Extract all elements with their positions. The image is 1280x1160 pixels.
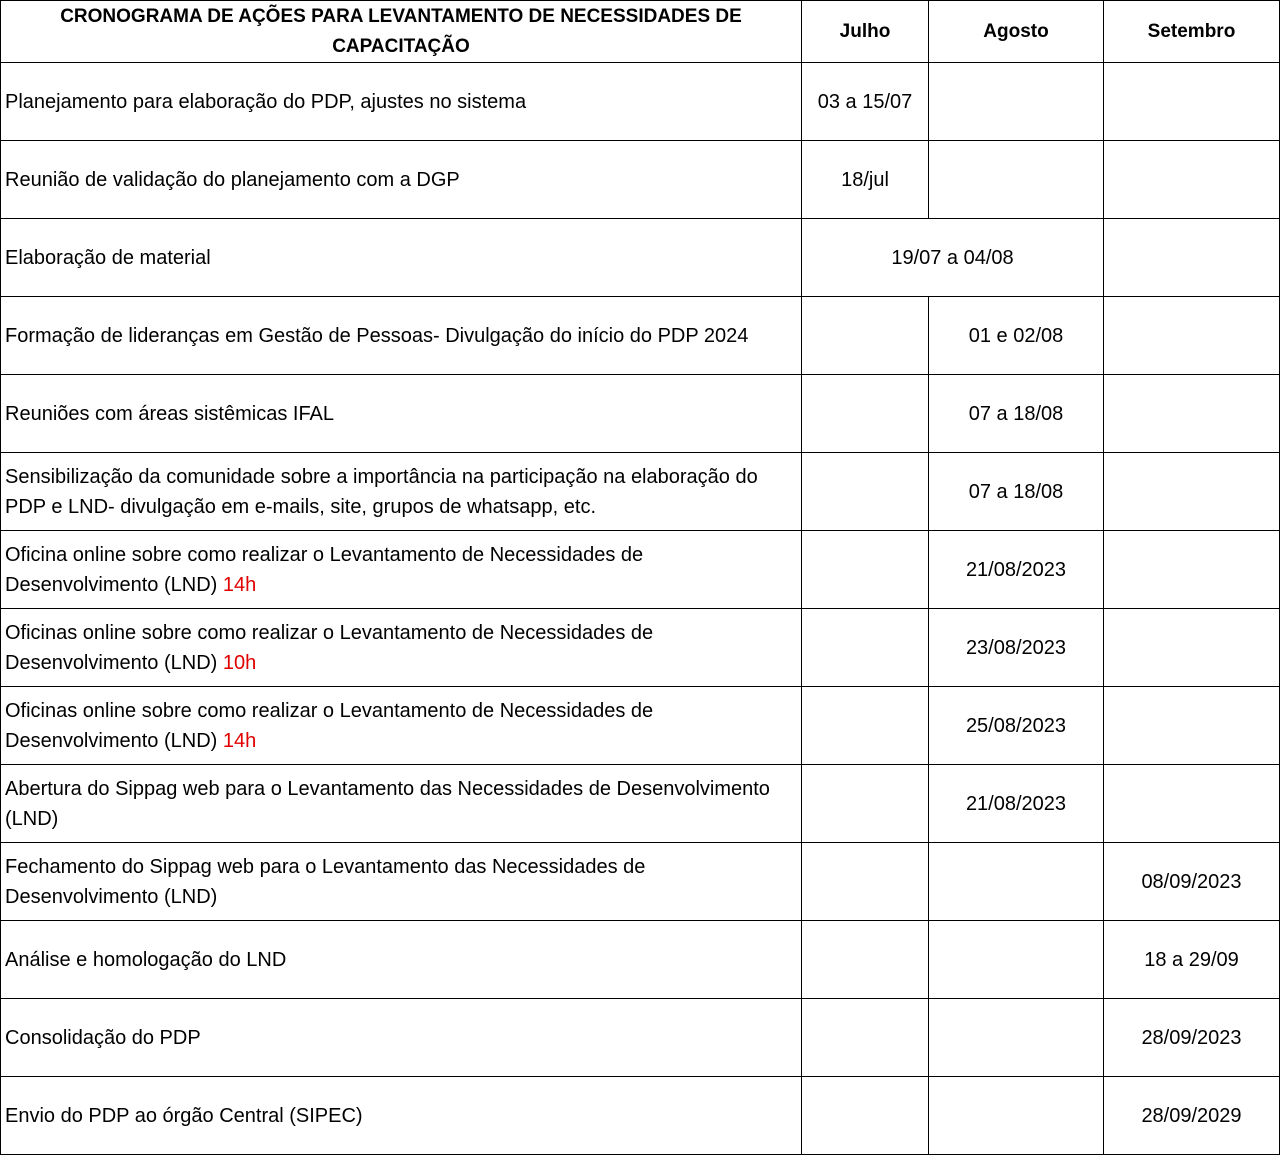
empty-cell (802, 843, 929, 921)
activity-cell (1, 687, 802, 765)
table-row (1, 63, 1280, 141)
table-row (1, 843, 1280, 921)
activity-cell: Sensibilização da comunidade sobre a importância na participação na elaboração do PDP e LND- divulgação em e-mails, site, grupos de whatsapp, etc. (1, 453, 802, 531)
empty-cell (1104, 141, 1280, 219)
time-highlight: 14h (222, 729, 257, 752)
empty-cell (1104, 531, 1280, 609)
empty-cell (1104, 687, 1280, 765)
table-row (1, 531, 1280, 609)
date-cell: 28/09/2023 (1104, 999, 1280, 1077)
empty-cell (802, 1077, 929, 1155)
activity-cell: Elaboração de material (1, 219, 802, 297)
empty-cell (802, 531, 929, 609)
empty-cell (929, 1077, 1104, 1155)
activity-cell: Consolidação do PDP (1, 999, 802, 1077)
time-highlight: 10h (222, 651, 257, 674)
activity-cell: Abertura do Sippag web para o Levantamento das Necessidades de Desenvolvimento (LND) (1, 765, 802, 843)
empty-cell (1104, 609, 1280, 687)
empty-cell (929, 999, 1104, 1077)
date-cell: 08/09/2023 (1104, 843, 1280, 921)
table-row (1, 999, 1280, 1077)
date-cell: 25/08/2023 (929, 687, 1104, 765)
activity-cell: Formação de lideranças em Gestão de Pessoas- Divulgação do início do PDP 2024 (1, 297, 802, 375)
empty-cell (1104, 453, 1280, 531)
activity-cell: Reuniões com áreas sistêmicas IFAL (1, 375, 802, 453)
date-cell: 07 a 18/08 (929, 453, 1104, 531)
date-cell: 01 e 02/08 (929, 297, 1104, 375)
empty-cell (1104, 375, 1280, 453)
date-cell: 07 a 18/08 (929, 375, 1104, 453)
empty-cell (929, 63, 1104, 141)
table-row (1, 219, 1280, 297)
activity-text: Oficinas online sobre como realizar o Levantamento de Necessidades de Desenvolvimento (LND) (5, 699, 654, 752)
table-row (1, 297, 1280, 375)
date-cell: 18 a 29/09 (1104, 921, 1280, 999)
header-row (1, 1, 1280, 63)
empty-cell (802, 375, 929, 453)
empty-cell (802, 687, 929, 765)
empty-cell (1104, 297, 1280, 375)
activity-cell: Análise e homologação do LND (1, 921, 802, 999)
activity-cell: Envio do PDP ao órgão Central (SIPEC) (1, 1077, 802, 1155)
time-highlight: 14h (222, 573, 257, 596)
date-cell: 21/08/2023 (929, 765, 1104, 843)
date-cell: 23/08/2023 (929, 609, 1104, 687)
table-row (1, 921, 1280, 999)
table-title: CRONOGRAMA DE AÇÕES PARA LEVANTAMENTO DE NECESSIDADES DE CAPACITAÇÃO (1, 1, 802, 63)
month-header-setembro: Setembro (1104, 1, 1280, 63)
date-cell: 28/09/2029 (1104, 1077, 1280, 1155)
date-cell: 19/07 a 04/08 (802, 219, 1104, 297)
date-cell: 18/jul (802, 141, 929, 219)
activity-text: Oficinas online sobre como realizar o Levantamento de Necessidades de Desenvolvimento (LND) (5, 621, 654, 674)
empty-cell (802, 609, 929, 687)
activity-cell (1, 531, 802, 609)
empty-cell (1104, 219, 1280, 297)
activity-cell: Reunião de validação do planejamento com a DGP (1, 141, 802, 219)
activity-cell: Planejamento para elaboração do PDP, ajustes no sistema (1, 63, 802, 141)
empty-cell (802, 921, 929, 999)
table-row (1, 687, 1280, 765)
empty-cell (802, 297, 929, 375)
table-row (1, 609, 1280, 687)
date-cell: 03 a 15/07 (802, 63, 929, 141)
table-row (1, 141, 1280, 219)
empty-cell (802, 999, 929, 1077)
empty-cell (1104, 765, 1280, 843)
empty-cell (929, 843, 1104, 921)
table-row (1, 1077, 1280, 1155)
table-row (1, 453, 1280, 531)
date-cell: 21/08/2023 (929, 531, 1104, 609)
activity-cell: Fechamento do Sippag web para o Levantamento das Necessidades de Desenvolvimento (LND) (1, 843, 802, 921)
empty-cell (929, 921, 1104, 999)
table-row (1, 765, 1280, 843)
table-row (1, 375, 1280, 453)
empty-cell (802, 765, 929, 843)
empty-cell (1104, 63, 1280, 141)
month-header-agosto: Agosto (929, 1, 1104, 63)
empty-cell (929, 141, 1104, 219)
activity-cell (1, 609, 802, 687)
month-header-julho: Julho (802, 1, 929, 63)
empty-cell (802, 453, 929, 531)
activity-text: Oficina online sobre como realizar o Levantamento de Necessidades de Desenvolvimento (LND) (5, 543, 644, 596)
